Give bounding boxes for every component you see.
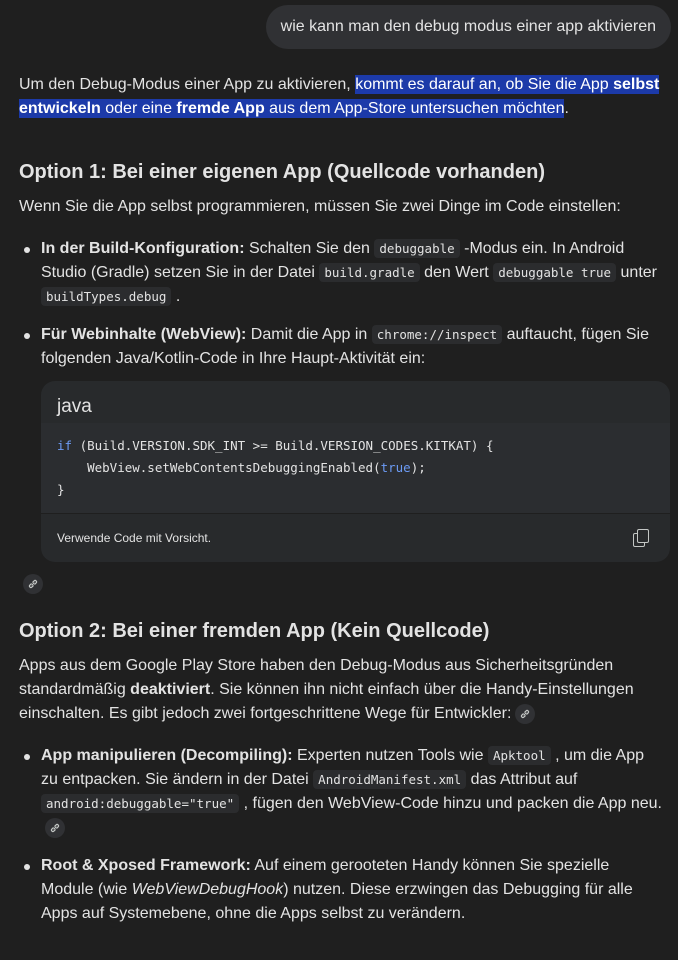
list-item <box>19 323 665 562</box>
item-text: auftaucht, fügen Sie folgenden Java/Kotlin-Code in Ihre Haupt-Aktivität ein: <box>41 326 649 367</box>
code-text: ); <box>410 460 426 475</box>
code-text: } <box>57 482 65 497</box>
item-text: ) nutzen. Diese erzwingen das Debugging für alle Apps auf Systemebene, ohne die Apps selbst zu verändern. <box>41 881 633 922</box>
response-content <box>19 73 665 940</box>
intro-highlight-1[interactable]: kommt es darauf an, ob Sie die App <box>355 76 614 93</box>
intro-highlight-2[interactable]: selbst entwickeln <box>19 76 660 117</box>
user-message-row <box>0 0 678 52</box>
inline-code: chrome://inspect <box>372 325 502 344</box>
inline-code: AndroidManifest.xml <box>313 770 466 789</box>
user-prompt-bubble: wie kann man den debug modus einer app aktivieren <box>266 5 671 49</box>
inline-code: debuggable <box>374 239 459 258</box>
item-text: . <box>171 288 181 305</box>
intro-highlight-5[interactable]: aus dem App-Store untersuchen möchten <box>264 100 565 117</box>
intro-end: . <box>564 100 569 117</box>
inline-code: build.gradle <box>319 263 419 282</box>
option1-heading: Option 1: Bei einer eigenen App (Quellcode vorhanden) <box>19 161 545 183</box>
code-body[interactable] <box>41 423 670 513</box>
code-footer <box>41 513 670 562</box>
item-text: das Attribut auf <box>466 771 578 788</box>
item-text: Experten nutzen Tools wie <box>292 747 488 764</box>
item-text: Auf einem gerooteten Handy können Sie spezielle Module (wie <box>41 857 610 898</box>
code-disclaimer: Verwende Code mit Vorsicht. <box>57 531 212 545</box>
item-text: , fügen den WebView-Code hinzu und packen die App neu. <box>239 795 662 812</box>
list-item <box>19 237 665 309</box>
item-text: -Modus ein. In Android Studio (Gradle) setzen Sie in der Datei <box>41 240 625 281</box>
option1-paragraph: Wenn Sie die App selbst programmieren, müssen Sie zwei Dinge im Code einstellen: <box>19 198 621 215</box>
link-icon[interactable] <box>23 574 43 594</box>
list-item <box>19 854 665 926</box>
para-text: . Sie können ihn nicht einfach über die Handy-Einstellungen einschalten. Es gibt jedoch zwei fortgeschrittene Wege für Entwickler: <box>19 681 634 722</box>
para-bold: deaktiviert <box>130 681 211 698</box>
code-block <box>41 381 670 562</box>
inline-code: android:debuggable="true" <box>41 794 239 813</box>
intro-highlight-3[interactable]: oder eine <box>100 100 177 117</box>
item-text: unter <box>616 264 657 281</box>
item-bold-label: Für Webinhalte (WebView): <box>41 326 247 343</box>
item-text: den Wert <box>419 264 494 281</box>
intro-highlight-4[interactable]: fremde App <box>176 100 265 117</box>
code-text: WebView.setWebContentsDebuggingEnabled( <box>57 460 381 475</box>
option2-list <box>19 744 665 926</box>
intro-paragraph <box>19 73 665 121</box>
inline-code: Apktool <box>488 746 551 765</box>
item-bold-label: In der Build-Konfiguration: <box>41 240 245 257</box>
intro-lead: Um den Debug-Modus einer App zu aktivieren, <box>19 76 356 93</box>
link-icon[interactable] <box>515 704 535 724</box>
option2-heading: Option 2: Bei einer fremden App (Kein Quellcode) <box>19 620 490 642</box>
item-text: Schalten Sie den <box>244 240 375 257</box>
code-literal: true <box>380 460 411 475</box>
para-text: Apps aus dem Google Play Store haben den Debug-Modus aus Sicherheitsgründen standardmäßig <box>19 657 614 698</box>
code-language-label: java <box>57 396 92 417</box>
item-italic: WebViewDebugHook <box>131 881 284 898</box>
copy-icon[interactable] <box>632 529 650 547</box>
item-bold-label: Root & Xposed Framework: <box>41 857 251 874</box>
inline-code: buildTypes.debug <box>41 287 171 306</box>
link-icon[interactable] <box>45 818 65 838</box>
code-keyword: if <box>57 438 73 453</box>
option2-paragraph <box>19 654 665 726</box>
list-item <box>19 744 665 840</box>
inline-code: debuggable true <box>493 263 616 282</box>
item-bold-label: App manipulieren (Decompiling): <box>41 747 293 764</box>
code-text: (Build.VERSION.SDK_INT >= Build.VERSION_CODES.KITKAT) { <box>72 438 494 453</box>
option1-list <box>19 237 665 562</box>
item-text: , um die App zu entpacken. Sie ändern in der Datei <box>41 747 645 788</box>
item-text: Damit die App in <box>246 326 372 343</box>
